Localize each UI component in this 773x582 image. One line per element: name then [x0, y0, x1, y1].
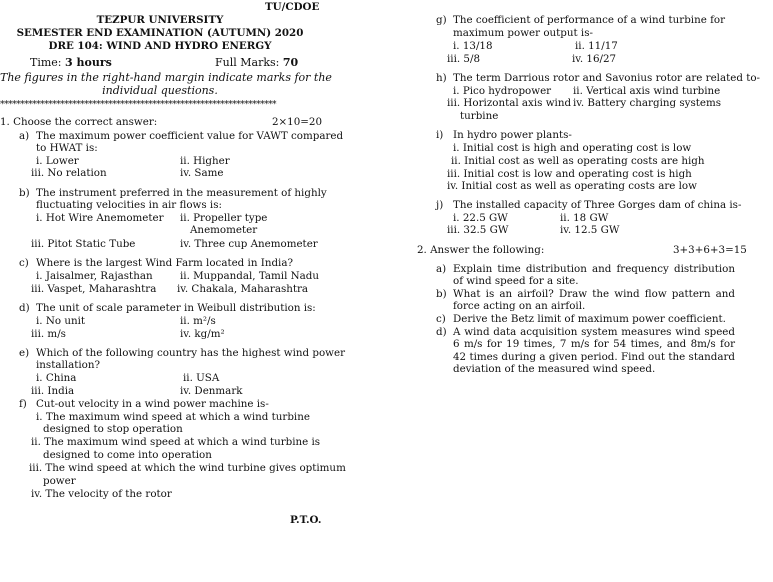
q1f-text-1: Cut-out velocity in a wind power machine is-	[36, 398, 269, 410]
q1-title: 1. Choose the correct answer:	[0, 116, 158, 128]
q1c-option-3: iii. Vaspet, Maharashtra	[31, 283, 157, 295]
q1j-option-3: iii. 32.5 GW	[447, 224, 509, 236]
q1c-option-1: i. Jaisalmer, Rajasthan	[36, 270, 153, 282]
q1b-option-2b: Anemometer	[190, 224, 258, 236]
q2c-text: Derive the Betz limit of maximum power coefficient.	[453, 313, 726, 325]
q2a-label: a)	[436, 263, 447, 275]
q1f-label: f)	[19, 398, 27, 410]
q1d-option-3: iii. m/s	[31, 328, 66, 340]
marks-value: 70	[282, 56, 299, 69]
q1c-label: c)	[19, 257, 29, 269]
q2b-label: b)	[436, 288, 447, 300]
q1i-label: i)	[436, 129, 444, 141]
q1h-option-3b: turbine	[460, 110, 499, 122]
q1c-option-4: iv. Chakala, Maharashtra	[177, 283, 309, 295]
q1a-option-3: iii. No relation	[31, 167, 107, 179]
q2c-label: c)	[436, 313, 446, 325]
q1i-option-3: iii. Initial cost is low and operating cost is high	[447, 168, 692, 180]
pto-footer: P.T.O.	[290, 514, 322, 526]
q1j-option-1: i. 22.5 GW	[453, 212, 508, 224]
time-value: 3 hours	[65, 56, 112, 69]
q1h-option-4: iv. Battery charging systems	[573, 97, 722, 109]
q1e-option-2: ii. USA	[183, 372, 220, 384]
q1d-option-1: i. No unit	[36, 315, 86, 327]
q1b-option-1: i. Hot Wire Anemometer	[36, 212, 164, 224]
time-label: Time:	[30, 56, 65, 69]
exam-time	[30, 57, 112, 69]
q1a-option-2: ii. Higher	[180, 155, 230, 167]
q1f-option-2b: designed to come into operation	[43, 449, 212, 461]
q1h-option-1: i. Pico hydropower	[453, 85, 552, 97]
q1g-option-4: iv. 16/27	[572, 53, 617, 65]
q1g-option-1: i. 13/18	[453, 40, 493, 52]
q1b-text-1: The instrument preferred in the measurement of highly	[36, 187, 327, 199]
q1c-option-2: ii. Muppandal, Tamil Nadu	[180, 270, 320, 282]
q1f-option-1a: i. The maximum wind speed at which a wind turbine	[36, 411, 310, 423]
course-title: DRE 104: WIND AND HYDRO ENERGY	[48, 40, 272, 52]
q1d-label: d)	[19, 302, 30, 314]
q1a-label: a)	[19, 130, 30, 142]
q1g-text-1: The coefficient of performance of a wind turbine for	[453, 14, 726, 26]
separator-line: *********************************************************************	[0, 100, 276, 110]
q1e-text-2: installation?	[36, 359, 100, 371]
q1a-text-2: to HWAT is:	[36, 142, 98, 154]
q1j-option-2: ii. 18 GW	[560, 212, 609, 224]
q1j-option-4: iv. 12.5 GW	[560, 224, 620, 236]
q1e-option-1: i. China	[36, 372, 77, 384]
q1a-option-1: i. Lower	[36, 155, 79, 167]
q1h-option-3a: iii. Horizontal axis wind	[447, 97, 572, 109]
q2a-text: Explain time distribution and frequency distribution of wind speed for a site.	[453, 263, 735, 288]
q2b-text: What is an airfoil? Draw the wind flow pattern and force acting on an airfoil.	[453, 288, 735, 313]
q1b-label: b)	[19, 187, 30, 199]
q1a-text-1: The maximum power coefficient value for VAWT compared	[36, 130, 344, 142]
q1e-text-1: Which of the following country has the highest wind power	[36, 347, 346, 359]
q1b-text-2: fluctuating velocities in air flows is:	[36, 199, 222, 211]
q1b-option-4: iv. Three cup Anemometer	[180, 238, 318, 250]
q2-marks: 3+3+6+3=15	[673, 244, 747, 256]
exam-title: SEMESTER END EXAMINATION (AUTUMN) 2020	[16, 27, 304, 39]
q1i-option-2: ii. Initial cost as well as operating costs are high	[451, 155, 705, 167]
q1a-option-4: iv. Same	[180, 167, 224, 179]
university-name: TEZPUR UNIVERSITY	[96, 14, 224, 26]
q1f-option-3a: iii. The wind speed at which the wind turbine gives optimum	[29, 462, 346, 474]
document-code: TU/CDOE	[265, 1, 320, 13]
q1-marks: 2×10=20	[272, 116, 323, 128]
instruction-line-2: individual questions.	[102, 84, 218, 97]
q1i-option-1: i. Initial cost is high and operating cost is low	[453, 142, 692, 154]
q1h-option-2: ii. Vertical axis wind turbine	[573, 85, 721, 97]
instruction-line-1: The figures in the right-hand margin indicate marks for the	[0, 71, 332, 84]
q1j-label: j)	[436, 199, 444, 211]
q1b-option-2a: ii. Propeller type	[180, 212, 268, 224]
q1f-option-2a: ii. The maximum wind speed at which a wind turbine is	[31, 436, 321, 448]
q1j-text-1: The installed capacity of Three Gorges dam of china is-	[453, 199, 742, 211]
q1g-option-3: iii. 5/8	[447, 53, 480, 65]
q2d-label: d)	[436, 326, 447, 338]
q1e-option-4: iv. Denmark	[180, 385, 243, 397]
q1i-text-1: In hydro power plants-	[453, 129, 572, 141]
q1g-label: g)	[436, 14, 447, 26]
q1h-text-1: The term Darrious rotor and Savonius rotor are related to-	[453, 72, 761, 84]
q1e-option-3: iii. India	[31, 385, 75, 397]
q2d-text: A wind data acquisition system measures wind speed 6 m/s for 19 times, 7 m/s for 54 times, and 8m/s for 42 times during a given period. Find out the standard deviation of the measured wind speed.	[453, 326, 735, 376]
q1g-option-2: ii. 11/17	[575, 40, 618, 52]
q1i-option-4: iv. Initial cost as well as operating costs are low	[447, 180, 697, 192]
q1b-option-3: iii. Pitot Static Tube	[31, 238, 136, 250]
q1f-option-4: iv. The velocity of the rotor	[31, 488, 172, 500]
q1d-option-4: iv. kg/m²	[180, 328, 225, 340]
q1f-option-3b: power	[43, 475, 76, 487]
q1g-text-2: maximum power output is-	[453, 27, 593, 39]
q1d-option-2: ii. m²/s	[180, 315, 216, 327]
marks-label: Full Marks:	[215, 56, 283, 69]
q1e-label: e)	[19, 347, 30, 359]
q1d-text-1: The unit of scale parameter in Weibull distribution is:	[36, 302, 316, 314]
q2-title: 2. Answer the following:	[417, 244, 545, 256]
q1f-option-1b: designed to stop operation	[43, 423, 183, 435]
q1h-label: h)	[436, 72, 447, 84]
q1c-text-1: Where is the largest Wind Farm located in India?	[36, 257, 293, 269]
full-marks	[215, 57, 298, 69]
